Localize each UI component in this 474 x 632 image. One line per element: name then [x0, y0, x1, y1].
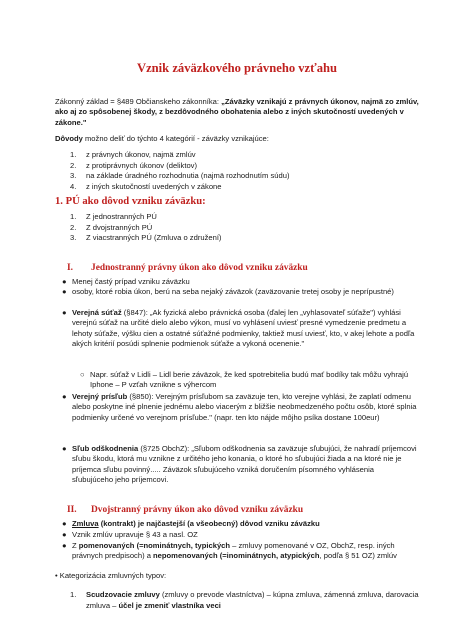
bullet-item-contract-types: ● Z pomenovaných (=nominátnych, typických – zmluvy pomenované v OZ, ObchZ, resp. iných právnych predpisoch) a nepomenovaných (=inominátnych, atypických, podľa § 51 OZ) zmlúv	[62, 541, 397, 561]
legal-basis-intro: Zákonný základ = §489 Občianskeho zákonníka:	[55, 97, 222, 106]
bullet-item: ● Menej častý prípad vzniku záväzku	[62, 277, 190, 286]
list-item: 4. z iných skutočností uvedených v zákone	[70, 181, 222, 191]
bullet-item-contract: ● Zmluva (kontrakt) je najčastejší (a všeobecný) dôvod vzniku záväzku	[62, 519, 320, 528]
bullet-icon: ●	[62, 308, 67, 317]
legal-basis-paragraph	[55, 97, 420, 128]
contract-types-list	[70, 590, 420, 611]
subsection-heading-unilateral: I. Jednostranný právny úkon ako dôvod vzniku záväzku	[67, 263, 308, 273]
bullet-icon: ●	[62, 541, 67, 550]
bullet-item-public-contest: ● Verejná súťaž (§847): „Ak fyzická alebo právnická osoba (ďalej len „vyhlasovateľ súťaže") vyhlási verejnú súťaž na určité dielo alebo výkon, musí vo vyhlásení uviesť presné vymedzenie predmetu a lehoty súťaže, výšku cien a ostatné súťažné podmienky, taktiež musí uviesť, kto, v akej lehote a podľa akých kritérií posúdi splnenie podmienok súťaže a vykoná ocenenie."	[62, 308, 415, 349]
bullet-icon: ●	[62, 444, 67, 453]
circle-bullet-icon: ○	[80, 370, 85, 379]
bullet-item: ● osoby, ktoré robia úkon, berú na seba nejaký záväzok (zaväzovanie tretej osoby je neprípustné)	[62, 287, 394, 296]
sub-bullet-item: ○ Napr. súťaž v Lidli – Lidl berie záväzok, že ked spotrebitelia budú mať bodíky tak môžu vyhrajú Iphone – P vzťah vznikne s výhercom	[80, 370, 409, 390]
bullet-icon: ●	[62, 392, 67, 401]
categorization-label: • Kategorizácia zmluvných typov:	[55, 571, 167, 580]
bullet-icon: ●	[62, 519, 67, 528]
grounds-text: možno deliť do týchto 4 kategórií - záväzky vznikajúce:	[82, 134, 269, 143]
bullet-icon: ●	[62, 287, 67, 296]
section-heading: 1. PÚ ako dôvod vzniku záväzku:	[55, 196, 206, 207]
list-item: 3. na základe úradného rozhodnutia (najmä rozhodnutím súdu)	[70, 171, 290, 181]
list-item: 1. Z jednostranných PÚ	[70, 212, 157, 221]
section1-list	[70, 212, 221, 244]
subsection-heading-bilateral: II. Dvojstranný právny úkon ako dôvod vzniku záväzku	[67, 505, 304, 515]
list-item: 1. Scudzovacie zmluvy (zmluvy o prevode vlastníctva) – kúpna zmluva, zámenná zmluva, darovacia zmluva – účel je zmeniť vlastníka veci	[70, 590, 419, 610]
list-item: 2. Z dvojstranných PÚ	[70, 222, 153, 232]
categories-list	[70, 150, 289, 192]
grounds-paragraph	[55, 134, 420, 144]
bullet-item: ● Vznik zmlúv upravuje § 43 a nasl. OZ	[62, 530, 198, 539]
bullet-item-indemnity-promise: ● Sľub odškodnenia (§725 ObchZ): „Sľubom odškodnenia sa zaväzuje sľubujúci, že nahradí príjemcovi sľubu škodu, ktorá mu vznikne z určitého jeho konania, o ktoré ho sľubujúci žiada a na ktoré nie je príjemca sľubu povinný..... Záväzok sľubujúceho vzniká doručením písomného vyhlásenia sľubujúceho jeho príjemcovi.	[62, 444, 417, 485]
bullet-item-public-promise: ● Verejný prísľub (§850): Verejným prísľubom sa zaväzuje ten, kto verejne vyhlási, že zaplatí odmenu alebo poskytne iné plnenie jednému alebo viacerým z bližšie neobmedzeného počtu osôb, ktoré splnia podmienky určené vo verejnom prísľube." (napr. ten kto nájde môjho psíka dostane 100eur)	[62, 392, 417, 422]
grounds-label: Dôvody	[55, 134, 83, 143]
bullet-icon: ●	[62, 277, 67, 286]
document-title: Vznik záväzkového právneho vzťahu	[136, 61, 338, 75]
list-item: 3. Z viacstranných PÚ (Zmluva o združení)	[70, 233, 222, 243]
bullet-icon: ●	[62, 530, 67, 539]
list-item: 2. z protiprávnych úkonov (deliktov)	[70, 160, 198, 170]
list-item: 1. z právnych úkonov, najmä zmlúv	[70, 150, 196, 159]
legal-basis-quote: „Záväzky vznikajú z právnych úkonov, najmä zo zmlúv, ako aj zo spôsobenej škody, z bezdôvodného obohatenia alebo z iných skutočností uvedených v zákone."	[55, 97, 419, 127]
